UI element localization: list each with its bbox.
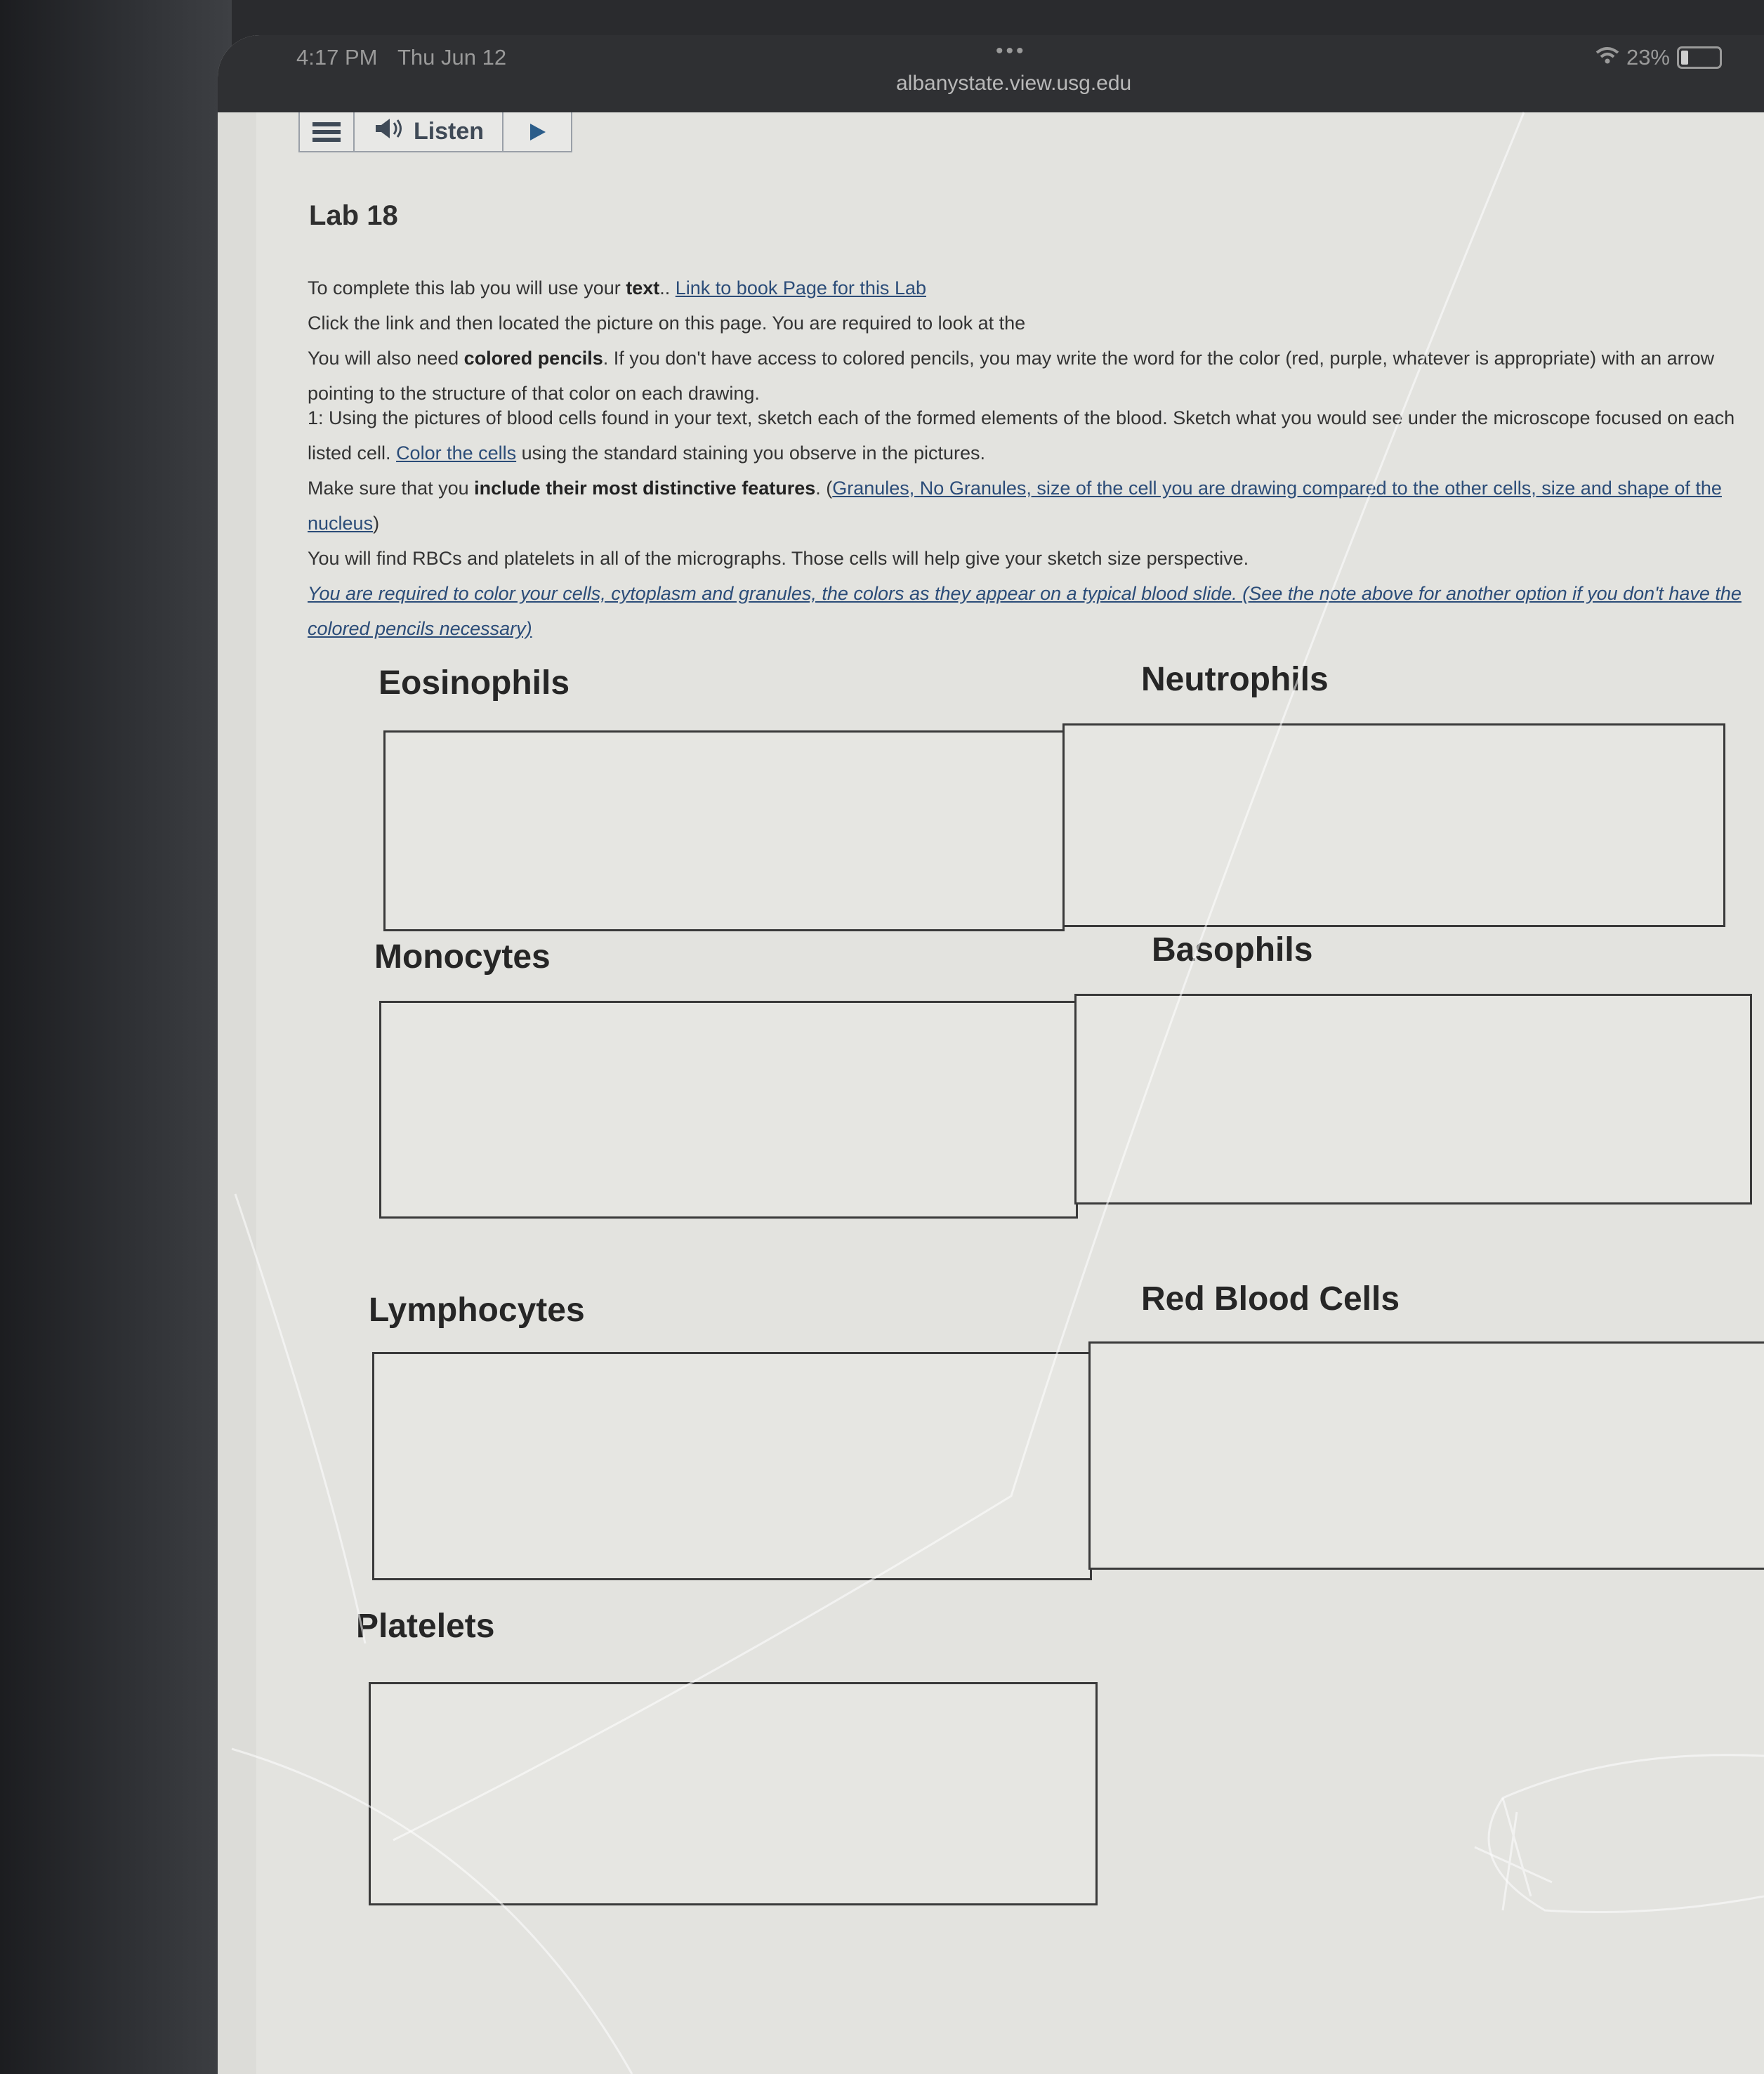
label-lymphocytes: Lymphocytes — [369, 1292, 585, 1329]
play-icon — [527, 122, 548, 143]
label-monocytes: Monocytes — [374, 938, 551, 976]
intro-text: To complete this lab you will use your — [308, 277, 626, 298]
readspeaker-toolbar — [298, 112, 572, 152]
lab-page — [256, 112, 1764, 2074]
status-time: 4:17 PM — [296, 45, 378, 70]
perspective-text: You will find RBCs and platelets in all of the micrographs. Those cells will help give your sketch size perspective. — [308, 548, 1249, 569]
intro-punct: .. — [659, 277, 676, 298]
task-instructions — [308, 400, 1754, 646]
label-eosinophils: Eosinophils — [379, 664, 570, 702]
page-title: Lab 18 — [309, 200, 398, 231]
drawing-box-eosinophils[interactable] — [383, 730, 1065, 931]
tablet-screen — [218, 35, 1764, 2074]
drawing-box-neutrophils[interactable] — [1062, 723, 1725, 927]
label-red-blood-cells: Red Blood Cells — [1141, 1280, 1400, 1318]
color-requirement-text[interactable]: You are required to color your cells, cytoplasm and granules, the colors as they appear on a typical blood slide. (See the note above for another option if you don't have the colored pencils necessary) — [308, 583, 1742, 639]
drawing-box-basophils[interactable] — [1074, 994, 1752, 1205]
status-indicators — [1595, 45, 1722, 70]
features-prefix: Make sure that you — [308, 478, 475, 499]
book-page-link[interactable]: Link to book Page for this Lab — [675, 277, 926, 298]
features-end: ) — [373, 513, 380, 534]
battery-icon — [1677, 46, 1722, 69]
color-cells-link[interactable]: Color the cells — [396, 442, 517, 464]
pencils-prefix: You will also need — [308, 348, 464, 369]
play-button[interactable] — [503, 112, 571, 151]
task-text-rest: using the standard staining you observe in the pictures. — [516, 442, 986, 464]
pencils-bold: colored pencils — [463, 348, 603, 369]
listen-label: Listen — [413, 118, 485, 145]
menu-icon — [312, 122, 341, 142]
drawing-box-monocytes[interactable] — [379, 1001, 1078, 1219]
listen-button[interactable] — [355, 112, 503, 151]
battery-percent: 23% — [1626, 45, 1670, 70]
features-link[interactable]: Granules, No Granules, size of the cell you are drawing compared to the other cells, size and shape of the nucleus — [308, 478, 1722, 534]
status-date: Thu Jun 12 — [397, 45, 507, 70]
pencils-rest: . If you don't have access to colored pencils, you may write the word for the color (red, purple, whatever is appropriate) with an arrow pointing to the structure of that color on each drawing. — [308, 348, 1715, 404]
menu-button[interactable] — [300, 112, 355, 151]
speaker-icon — [373, 117, 405, 147]
label-neutrophils: Neutrophils — [1141, 661, 1329, 698]
label-basophils: Basophils — [1152, 931, 1313, 969]
task-text: 1: Using the pictures of blood cells found in your text, sketch each of the formed elements of the blood. Sketch what you would see under the microscope focused on each listed cell. — [308, 407, 1735, 464]
drawing-box-red-blood-cells[interactable] — [1088, 1341, 1764, 1570]
device-bezel — [0, 0, 232, 2074]
address-bar-url[interactable]: albanystate.view.usg.edu — [896, 72, 1132, 95]
features-punct: . ( — [815, 478, 833, 499]
wifi-icon — [1595, 45, 1619, 70]
drawing-box-platelets[interactable] — [369, 1682, 1098, 1905]
intro-instructions — [308, 270, 1754, 411]
drawing-box-lymphocytes[interactable] — [372, 1352, 1092, 1580]
multitasking-dots-icon[interactable]: ••• — [996, 39, 1027, 63]
label-platelets: Platelets — [356, 1608, 495, 1645]
intro-line-2: Click the link and then located the picture on this page. You are required to look at the — [308, 313, 1026, 334]
intro-bold-text: text — [626, 277, 660, 298]
features-bold: include their most distinctive features — [474, 478, 816, 499]
status-bar — [218, 35, 1764, 112]
